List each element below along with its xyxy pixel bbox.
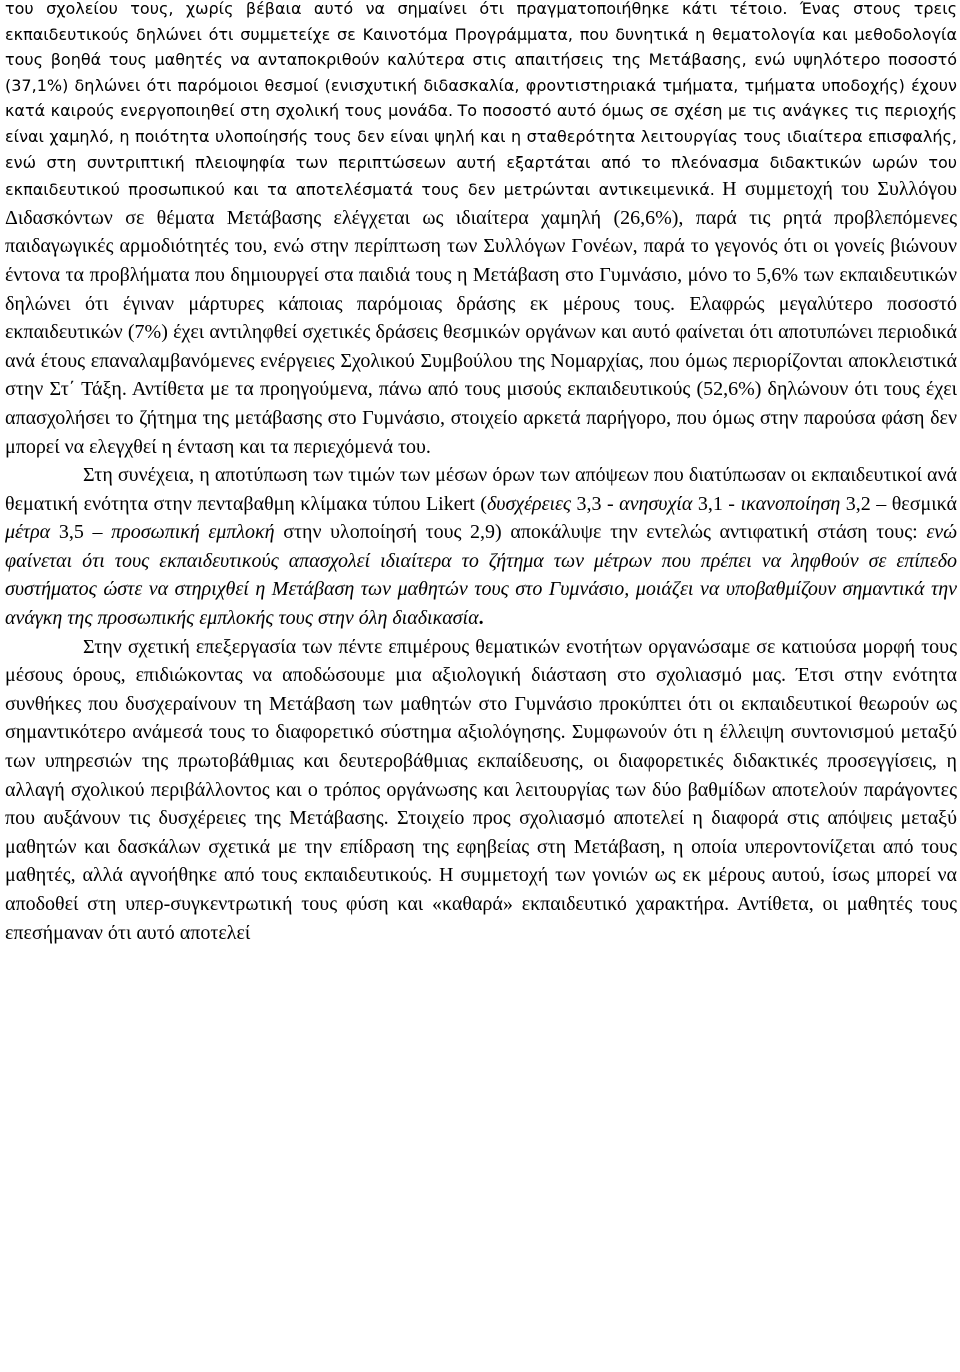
- paragraph-thematic-units: [5, 633, 957, 948]
- paragraph-text: Στην σχετική επεξεργασία των πέντε επιμέρους θεματικών ενοτήτων οργανώσαμε σε κατιούσα μορφή τους μέσους όρους, επιδιώκοντας να αποδώσουμε μια αξιολογική διάσταση στο σχολιασμό μας. Έτσι στην ενότητα συνθήκες που δυσχεραίνουν τη Μετάβαση των μαθητών στο Γυμνάσιο προκύπτει ότι οι εκπαιδευτικοί θεωρούν ως σημαντικότερο ανάμεσά τους το διαφορετικό σύστημα αξιολόγησης. Συμφωνούν ότι η έλλειψη συντονισμού μεταξύ των υπηρεσιών της πρωτοβάθμιας και δευτεροβάθμιας εκπαίδευσης, οι διαφορετικές διδακτικές προσεγγίσεις, η αλλαγή σχολικού περιβάλλοντος και ο τρόπος οργάνωσης και λειτουργίας των δύο βαθμίδων αποτελούν παράγοντες που αυξάνουν τις δυσχέρειες της Μετάβασης. Στοιχείο προς σχολιασμό αποτελεί η διαφορά στις απόψεις μεταξύ μαθητών και δασκάλων σχετικά με την επίδραση της εφηβείας στη Μετάβαση, η οποία υπεροντονίζεται από τους μαθητές, αλλά αγνοήθηκε από τους εκπαιδευτικούς. Η συμμετοχή των γονιών ως εκ μέρους αυτού, ίσως μπορεί να αποδοθεί στη υπερ-συγκεντρωτική τους φύση και «καθαρά» εκπαιδευτικό χαρακτήρα. Αντίθετα, οι μαθητές τους επεσήμαναν ότι αυτό αποτελεί: [5, 635, 957, 944]
- paragraph-transition-programs: [5, 0, 957, 461]
- text-segment: 3,1 -: [692, 492, 741, 515]
- italic-conclusion: ενώ φαίνεται ότι τους εκπαιδευτικούς απασχολεί ιδιαίτερα το ζήτημα των μέτρων που πρέπει να ληφθούν σε επίπεδο συστήματος ώστε να στηριχθεί η Μετάβαση των μαθητών τους στο Γυμνάσιο, μοιάζει να υποβαθμίζουν σημαντικά την ανάγκη της προσωπικής εμπλοκής τους στην όλη διαδικασία: [5, 521, 958, 630]
- text-segment: στην υλοποίησή τους 2,9) αποκάλυψε την εντελώς αντιφατική στάση τους:: [274, 521, 927, 544]
- paragraph-text-serif: Η συμμετοχή του Συλλόγου Διδασκόντων σε θέματα Μετάβασης ελέγχεται ως ιδιαίτερα χαμηλή (26,6%), παρά τις ρητά προβλεπόμενες παιδαγωγικές αρμοδιότητές του, ενώ στην περίπτωση των Συλλόγων Γονέων, παρά το γεγονός ότι οι γονείς βιώνουν έντονα τα προβλήματα που δημιουργεί στα παιδιά τους η Μετάβαση στο Γυμνάσιο, μόνο το 5,6% των εκπαιδευτικών δηλώνει ότι έγιναν μάρτυρες κάποιας παρόμοιας δράσης εκ μέρους τους. Ελαφρώς μεγαλύτερο ποσοστό εκπαιδευτικών (7%) έχει αντιληφθεί σχετικές δράσεις θεσμικών οργάνων και αυτό φαίνεται ότι αποτυπώνει περιοδικά ανά έτους επαναλαμβανόμενες ενέργειες Σχολικού Συμβούλου της Νομαρχίας, που όμως περιορίζονται αποκλειστικά στην Στ΄ Τάξη. Αντίθετα με τα προηγούμενα, πάνω από τους μισούς εκπαιδευτικούς (52,6%) δηλώνουν ότι τους έχει απασχολήσει το ζήτημα της μετάβασης στο Γυμνάσιο, στοιχείο αρκετά παρήγορο, που όμως στην παρούσα φάση δεν μπορεί να ελεγχθεί η ένταση και τα περιεχόμενά του.: [5, 178, 957, 458]
- text-segment: 3,2 – θεσμικά: [840, 492, 957, 515]
- paragraph-text-sans-2: Το ποσοστό αυτό όμως σε σχέση με τις ανάγκες τις περιοχής είναι χαμηλό, η ποιότητα υλοποίησής τους δεν είναι ψηλή και η σταθερότητα λειτουργίας τους ιδιαίτερα επισφαλής, ενώ στη συντριπτική πλειοψηφία των περιπτώσεων αυτή εξαρτάται από το πλεόνασμα διδακτικών ωρών του εκπαιδευτικού προσωπικού και τα αποτελέσματά τους δεν μετρώνται αντικειμενικά.: [5, 101, 957, 200]
- paragraph-likert-results: [5, 461, 957, 633]
- bold-period: .: [478, 607, 484, 630]
- italic-term-difficulties: δυσχέρειες: [486, 492, 572, 515]
- text-segment: Στη συνέχεια, η αποτύπωση των τιμών των μέσων όρων των απόψεων που διατύπωσαν οι εκπαιδευτικοί ανά θεματική ενότητα στην πενταβαθμη κλίμακα τύπου Likert (: [5, 464, 957, 515]
- italic-term-personal-involvement: προσωπική εμπλοκή: [111, 521, 275, 544]
- document-page: [5, 0, 957, 947]
- text-segment: 3,3 -: [571, 492, 620, 515]
- text-segment: 3,5 –: [50, 521, 112, 544]
- italic-term-satisfaction: ικανοποίηση: [740, 492, 841, 515]
- italic-term-concern: ανησυχία: [619, 492, 693, 515]
- italic-term-measures: μέτρα: [5, 521, 51, 544]
- paragraph-text-sans-1: του σχολείου τους, χωρίς βέβαια αυτό να σημαίνει ότι πραγματοποιήθηκε κάτι τέτοιο. Ένας στους τρεις εκπαιδευτικούς δηλώνει ότι συμμετείχε σε Καινοτόμα Προγράμματα, που δυνητικά η θεματολογία και μεθοδολογία τους βοηθά τους μαθητές να ανταποκριθούν καλύτερα στις απαιτήσεις της Μετάβασης, ενώ υψηλότερο ποσοστό (37,1%) δηλώνει ότι παρόμοιοι θεσμοί (ενισχυτική διδασκαλία, φροντιστηριακά τμήματα, τμήματα υποδοχής) έχουν κατά καιρούς ενεργοποιηθεί στη σχολική τους μονάδα.: [5, 0, 957, 121]
